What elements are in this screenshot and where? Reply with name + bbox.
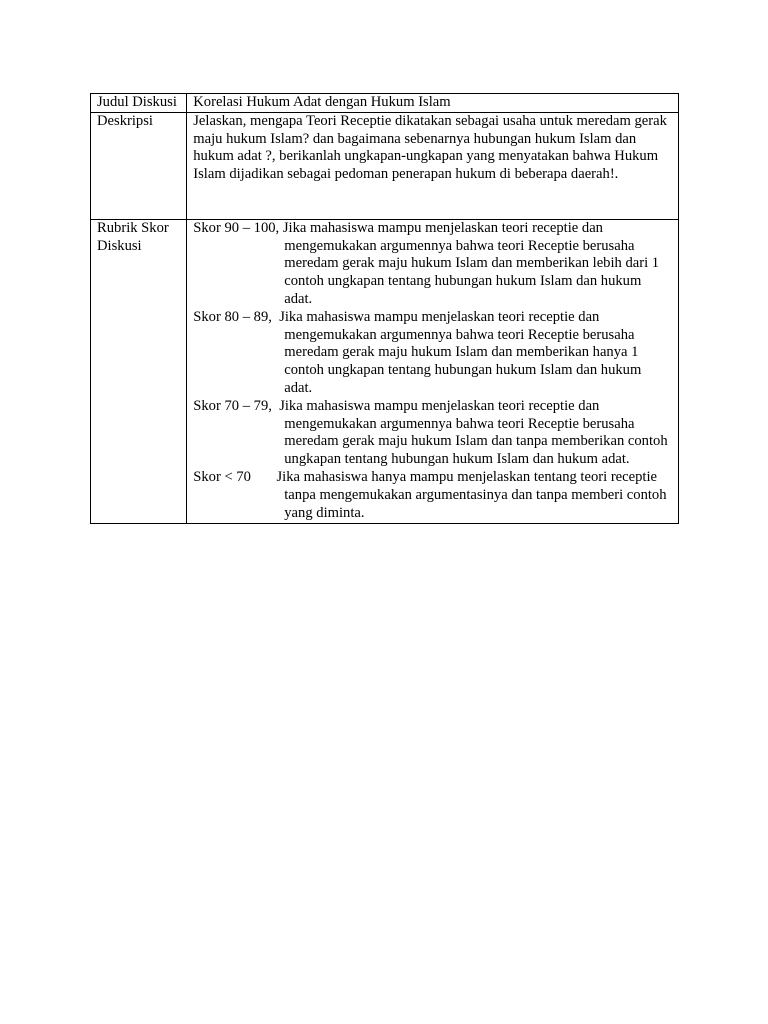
rubrik-label: Rubrik Skor Diskusi xyxy=(97,219,169,254)
judul-label: Judul Diskusi xyxy=(97,94,177,110)
deskripsi-label: Deskripsi xyxy=(97,112,153,129)
rubric-item-70-79 xyxy=(193,398,672,469)
table-row-judul xyxy=(91,94,679,113)
rubric-score-below-70: Skor < 70 xyxy=(193,468,277,485)
rubric-item-below-70 xyxy=(193,469,672,522)
rubrik-value-cell xyxy=(187,219,679,524)
rubric-item-80-89 xyxy=(193,309,672,398)
deskripsi-value-cell xyxy=(187,112,679,219)
judul-label-cell xyxy=(91,94,187,113)
rubric-text-80-89: Jika mahasiswa mampu menjelaskan teori receptie dan mengemukakan argumennya bahwa teori Receptie berusaha meredam gerak maju hukum Islam dan memberikan hanya 1 contoh ungkapan tentang hubungan hukum Islam dan hukum adat. xyxy=(279,308,642,396)
rubric-text-70-79: Jika mahasiswa mampu menjelaskan teori receptie dan mengemukakan argumennya bahwa teori Receptie berusaha meredam gerak maju hukum Islam dan tanpa memberikan contoh ungkapan tentang hubungan hukum Islam dan hukum adat. xyxy=(279,397,668,468)
rubric-item-90-100 xyxy=(193,220,672,309)
rubric-text-below-70: Jika mahasiswa hanya mampu menjelaskan tentang teori receptie tanpa mengemukakan argumentasinya dan tanpa memberi contoh yang diminta. xyxy=(276,468,667,521)
table-row-rubrik xyxy=(91,219,679,524)
rubric-text-90-100: Jika mahasiswa mampu menjelaskan teori receptie dan mengemukakan argumennya bahwa teori Receptie berusaha meredam gerak maju hukum Islam dan memberikan lebih dari 1 contoh ungkapan tentang hubungan hukum Islam dan hukum adat. xyxy=(282,219,660,307)
rubric-score-80-89: Skor 80 – 89, xyxy=(193,308,280,325)
rubrik-label-cell xyxy=(91,219,187,524)
judul-value-cell xyxy=(187,94,679,113)
table-row-deskripsi xyxy=(91,112,679,219)
discussion-table xyxy=(90,93,679,524)
judul-value: Korelasi Hukum Adat dengan Hukum Islam xyxy=(193,94,451,110)
rubric-score-70-79: Skor 70 – 79, xyxy=(193,397,280,414)
rubric-score-90-100: Skor 90 – 100, xyxy=(193,219,283,236)
deskripsi-label-cell xyxy=(91,112,187,219)
deskripsi-value: Jelaskan, mengapa Teori Receptie dikatakan sebagai usaha untuk meredam gerak maju hukum Islam? dan bagaimana sebenarnya hubungan hukum Islam dan hukum adat ?, berikanlah ungkapan-ungkapan yang menyatakan bahwa Hukum Islam dijadikan sebagai pedoman penerapan hukum di beberapa daerah!. xyxy=(193,112,667,183)
